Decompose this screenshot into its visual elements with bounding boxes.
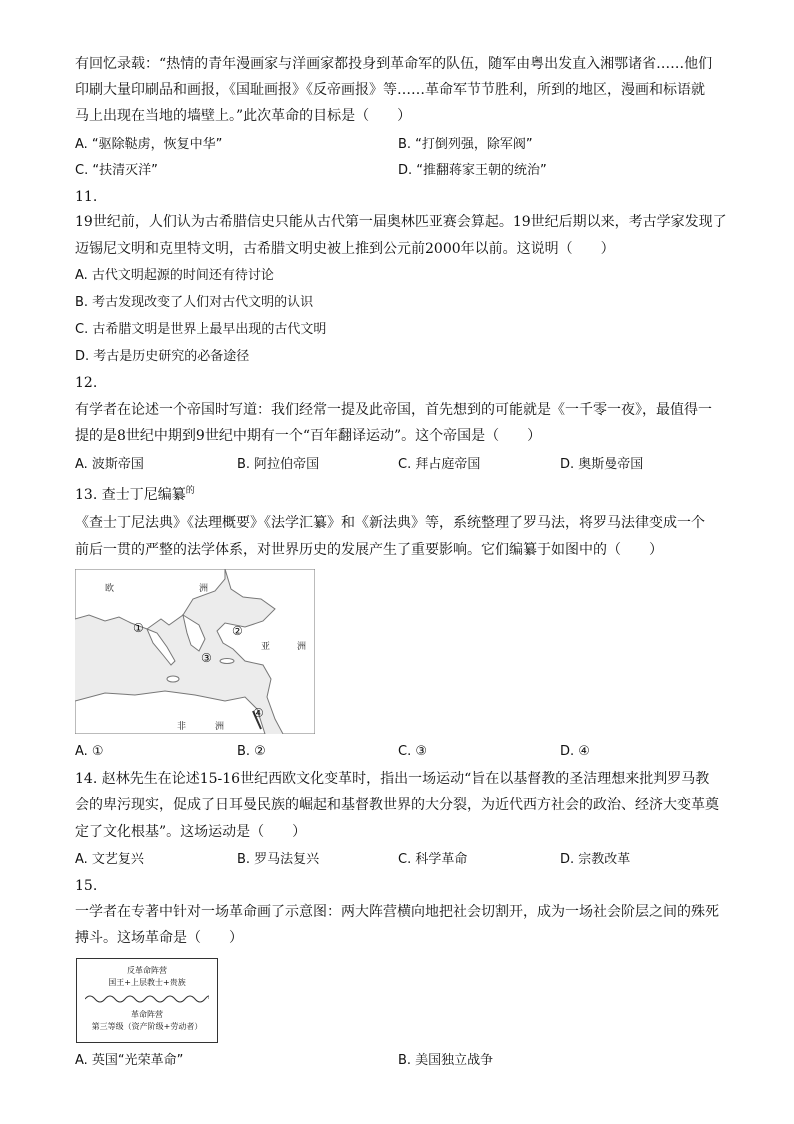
q10-stem-line-3: 马上出现在当地的墙壁上。”此次革命的目标是（ ） bbox=[75, 108, 412, 124]
diagram-bottom-camp-title: 革命阵营 bbox=[131, 1010, 163, 1019]
q14-option-c: C. 科学革命 bbox=[398, 852, 468, 867]
q15-number: 15. bbox=[75, 878, 98, 894]
q10-option-d: D. “推翻蒋家王朝的统治” bbox=[398, 163, 547, 178]
q11-option-c: C. 古希腊文明是世界上最早出现的古代文明 bbox=[75, 322, 327, 337]
map-label-europe-2: 洲 bbox=[199, 584, 209, 594]
map-label-europe-1: 欧 bbox=[105, 584, 115, 594]
q11-stem-line-1: 19世纪前，人们认为古希腊信史只能从古代第一届奥林匹亚赛会算起。19世纪后期以来，考古学家发现了 bbox=[75, 214, 727, 230]
q14-stem-line-2: 会的卑污现实，促成了日耳曼民族的崛起和基督教世界的大分裂，为近代西方社会的政治、经济大变革奠 bbox=[75, 797, 719, 813]
q13-heading bbox=[75, 485, 195, 505]
q13-stem-line-1: 《查士丁尼法典》《法理概要》《法学汇纂》和《新法典》等，系统整理了罗马法，将罗马法律变成一个 bbox=[75, 515, 705, 531]
map-marker-1: ① bbox=[133, 621, 144, 635]
q12-stem-line-1: 有学者在论述一个帝国时写道：我们经常一提及此帝国，首先想到的可能就是《一千零一夜》，最值得一 bbox=[75, 402, 712, 418]
q13-heading-superscript: 的 bbox=[185, 486, 195, 496]
q12-option-d: D. 奥斯曼帝国 bbox=[560, 457, 644, 472]
q15-option-b: B. 美国独立战争 bbox=[398, 1053, 494, 1068]
q14-option-b: B. 罗马法复兴 bbox=[237, 852, 320, 867]
q10-option-b: B. “打倒列强，除军阀” bbox=[398, 137, 533, 152]
q10-option-a: A. “驱除鞑虏，恢复中华” bbox=[75, 137, 223, 152]
map-label-asia-2: 洲 bbox=[297, 642, 307, 652]
map-marker-3: ③ bbox=[201, 651, 212, 665]
map-marker-2: ② bbox=[232, 624, 243, 638]
map-label-africa-1: 非 bbox=[177, 722, 187, 732]
q12-stem-line-2: 提的是8世纪中期到9世纪中期有一个“百年翻译运动”。这个帝国是（ ） bbox=[75, 428, 542, 444]
q15-stem-line-1: 一学者在专著中针对一场革命画了示意图：两大阵营横向地把社会切割开，成为一场社会阶层之间的殊死 bbox=[75, 904, 719, 920]
q13-option-c: C. ③ bbox=[398, 744, 427, 759]
q11-option-a: A. 古代文明起源的时间还有待讨论 bbox=[75, 268, 274, 283]
q12-option-a: A. 波斯帝国 bbox=[75, 457, 144, 472]
diagram-top-camp-title: 反革命阵营 bbox=[127, 966, 167, 975]
q13-heading-text: 13. 查士丁尼编纂 bbox=[75, 487, 186, 503]
q13-option-b: B. ② bbox=[237, 744, 266, 759]
q10-stem-line-2: 印刷大量印刷品和画报，《国耻画报》《反帝画报》等……革命军节节胜利，所到的地区，漫画和标语就 bbox=[75, 82, 705, 98]
q15-stem-line-2: 搏斗。这场革命是（ ） bbox=[75, 930, 243, 946]
q11-option-b: B. 考古发现改变了人们对古代文明的认识 bbox=[75, 295, 314, 310]
map-label-africa-2: 洲 bbox=[215, 722, 225, 732]
q11-option-d: D. 考古是历史研究的必备途径 bbox=[75, 349, 250, 364]
diagram-wave-divider bbox=[85, 993, 209, 1005]
q10-option-c: C. “扶清灭洋” bbox=[75, 163, 158, 178]
q14-option-a: A. 文艺复兴 bbox=[75, 852, 144, 867]
q12-option-c: C. 拜占庭帝国 bbox=[398, 457, 481, 472]
q14-option-d: D. 宗教改革 bbox=[560, 852, 631, 867]
diagram-top-camp-members: 国王+上层教士+贵族 bbox=[108, 978, 186, 987]
map-label-asia-1: 亚 bbox=[261, 642, 271, 652]
q13-stem-line-2: 前后一贯的严整的法学体系，对世界历史的发展产生了重要影响。它们编纂于如图中的（ ） bbox=[75, 542, 663, 558]
q14-stem-line-1: 14. 赵林先生在论述15-16世纪西欧文化变革时，指出一场运动“旨在以基督教的圣洁理想来批判罗马教 bbox=[75, 771, 710, 787]
q15-revolution-diagram bbox=[76, 958, 218, 1043]
q11-stem-line-2: 迈锡尼文明和克里特文明，古希腊文明史被上推到公元前2000年以前。这说明（ ） bbox=[75, 241, 615, 257]
q12-option-b: B. 阿拉伯帝国 bbox=[237, 457, 320, 472]
diagram-bottom-camp-members: 第三等级（资产阶级+劳动者） bbox=[91, 1022, 203, 1031]
q13-option-d: D. ④ bbox=[560, 744, 590, 759]
map-marker-4: ④ bbox=[253, 706, 264, 720]
q11-number: 11. bbox=[75, 189, 98, 205]
q13-option-a: A. ① bbox=[75, 744, 104, 759]
q15-option-a: A. 英国“光荣革命” bbox=[75, 1053, 184, 1068]
q13-map-image bbox=[75, 569, 315, 734]
q14-stem-line-3: 定了文化根基”。这场运动是（ ） bbox=[75, 824, 307, 840]
q12-number: 12. bbox=[75, 375, 98, 391]
q10-stem-line-1: 有回忆录载：“热情的青年漫画家与洋画家都投身到革命军的队伍，随军由粤出发直入湘鄂诸省……他们 bbox=[75, 56, 713, 72]
